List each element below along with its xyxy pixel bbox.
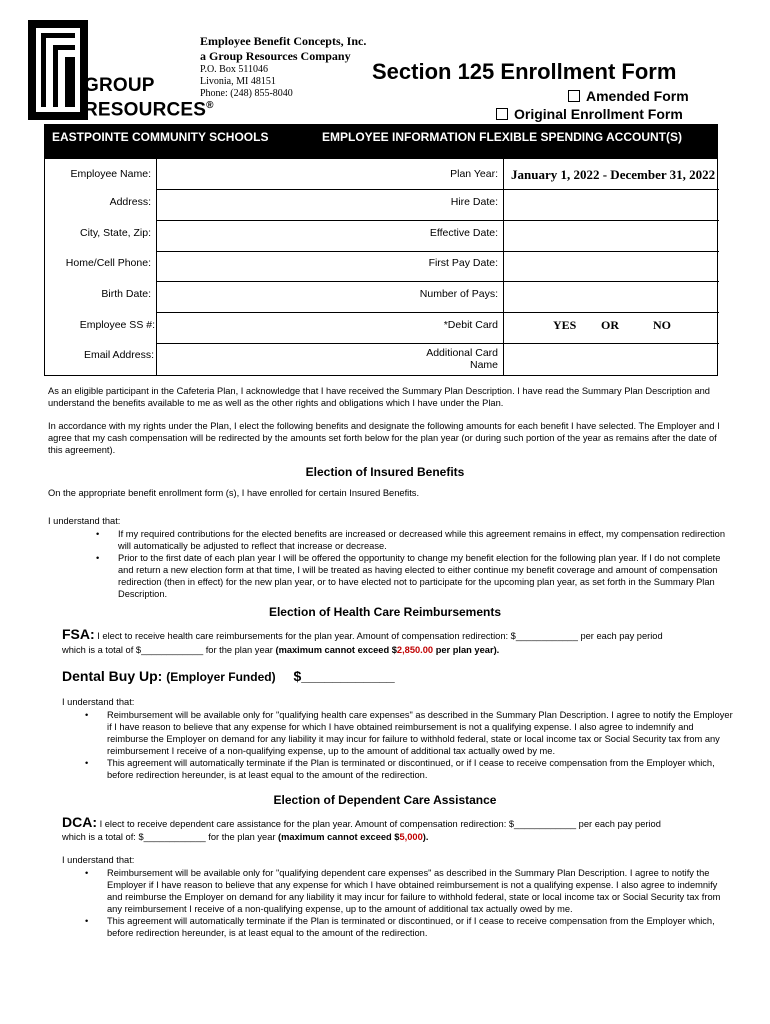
employer-name: EASTPOINTE COMMUNITY SCHOOLS: [52, 130, 269, 144]
fsa-max-suffix: per plan year).: [433, 645, 500, 655]
label-debit-card: *Debit Card: [443, 319, 498, 331]
fsa-max-value: 2,850.00: [396, 645, 434, 655]
label-employee-name: Employee Name:: [70, 168, 151, 180]
health-bullets: [107, 709, 735, 781]
dca-label: DCA:: [62, 814, 97, 830]
insured-bullet-2: • Prior to the first date of each plan year I will be offered the opportunity to change my benefit election for the following plan year. If I do not complete and return a new election form at that time, I will be treated as having elected to either continue my benefit coverage and amount of compensation redirection (then in effect) for the new plan year, or to have elected not to participate for the upcoming plan year, as set forth in the Summary Plan Description.: [118, 552, 733, 600]
section-band: [44, 124, 718, 158]
acknowledgement-paragraph: As an eligible participant in the Cafeteria Plan, I acknowledge that I have received the Summary Plan Description. I have read the Summary Plan Description and understand the benefits available to me as well as the other rights and obligations which I have under the Plan.: [48, 386, 710, 408]
label-first-pay-date: First Pay Date:: [428, 257, 498, 269]
dca-line2-text: which is a total of: $____________ for the plan year: [62, 832, 279, 842]
label-address: Address:: [109, 196, 151, 208]
original-label: Original Enrollment Form: [514, 106, 683, 122]
insured-benefits-heading: Election of Insured Benefits: [305, 465, 465, 479]
dca-max-value: 5,000: [399, 832, 423, 842]
dependent-bullet-2: • This agreement will automatically terminate if the Plan is terminated or discontinued, or if I cease to receive compensation from the Employer which, before redirection hereunder, is at least equal to the amount of the redirection.: [107, 915, 735, 939]
address-line1: P.O. Box 511046: [200, 64, 268, 75]
registered-mark: ®: [206, 100, 214, 111]
label-birth-date: Birth Date:: [101, 288, 151, 300]
insured-benefits-text: On the appropriate benefit enrollment form (s), I have enrolled for certain Insured Benefits.: [48, 488, 420, 498]
dca-max-prefix: (maximum cannot exceed $: [278, 832, 400, 842]
dependent-care-heading: Election of Dependent Care Assistance: [273, 793, 497, 807]
fsa-line2-text: which is a total of $____________ for the plan year: [62, 645, 276, 655]
logo-wordmark: [84, 76, 214, 120]
label-hire-date: Hire Date:: [450, 196, 498, 208]
dental-amount: $____________: [293, 668, 395, 684]
form-title: Section 125 Enrollment Form: [372, 59, 677, 84]
label-effective-date: Effective Date:: [429, 227, 498, 239]
dental-label: Dental Buy Up:: [62, 668, 163, 684]
fsa-election-line1: [62, 628, 742, 642]
dental-sub: (Employer Funded): [166, 670, 276, 684]
phone: Phone: (248) 855-8040: [200, 88, 293, 99]
company-name: Employee Benefit Concepts, Inc.: [200, 34, 367, 48]
amended-checkbox[interactable]: [568, 90, 580, 102]
employee-info-grid: [44, 158, 718, 376]
original-form-option[interactable]: [496, 106, 683, 122]
label-phone: Home/Cell Phone:: [65, 257, 151, 269]
label-number-of-pays: Number of Pays:: [419, 288, 498, 300]
fsa-line1-text: I elect to receive health care reimbursements for the plan year. Amount of compensation redirection: $____________ per each pay period: [94, 631, 663, 641]
health-understand: I understand that:: [62, 697, 135, 707]
label-email: Email Address:: [83, 349, 154, 361]
dca-election-line1: [62, 816, 742, 830]
insured-bullets: [118, 528, 733, 600]
address-line2: Livonia, MI 48151: [200, 76, 276, 87]
band-title: EMPLOYEE INFORMATION FLEXIBLE SPENDING ACCOUNT(S): [322, 130, 683, 144]
insured-understand: I understand that:: [48, 516, 121, 526]
group-resources-logo-icon: [28, 20, 88, 120]
fsa-election-line2: [62, 644, 742, 656]
label-city-state-zip: City, State, Zip:: [80, 227, 151, 239]
fsa-max-prefix: (maximum cannot exceed $: [275, 645, 397, 655]
dca-max-suffix: ).: [422, 832, 429, 842]
health-care-heading: Election of Health Care Reimbursements: [268, 605, 502, 619]
dca-line1-text: I elect to receive dependent care assistance for the plan year. Amount of compensation redirection: $____________ per each pay period: [97, 819, 661, 829]
dependent-bullets: [107, 867, 735, 939]
label-additional-card-name: Additional Card Name: [426, 347, 498, 371]
amended-label: Amended Form: [586, 88, 689, 104]
company-sub: a Group Resources Company: [200, 49, 351, 63]
logo-line1: GROUP: [84, 75, 155, 96]
health-bullet-2: • This agreement will automatically terminate if the Plan is terminated or discontinued, or if I cease to receive compensation from the Employer which, before redirection hereunder, is at least equal to the amount of the redirection.: [107, 757, 735, 781]
debit-or-text: OR: [601, 318, 619, 332]
dependent-understand: I understand that:: [62, 855, 135, 865]
fsa-label: FSA:: [62, 626, 95, 642]
logo-line2: RESOURCES: [84, 99, 207, 121]
label-plan-year: Plan Year:: [450, 168, 498, 180]
election-paragraph: In accordance with my rights under the Plan, I elect the following benefits and designate the following amounts for each benefit I have selected. The Employer and I agree that my cash compensation will be redirected by the amounts set forth below for the plan year (or during such portion of the year as remains after the date of this agreement).: [48, 421, 720, 455]
debit-yes-option[interactable]: YES: [553, 318, 577, 332]
plan-year-value: January 1, 2022 - December 31, 2022: [511, 167, 716, 182]
dental-buy-up-line: [62, 668, 395, 684]
amended-form-option[interactable]: [568, 88, 689, 104]
company-block: [200, 34, 366, 100]
dca-election-line2: [62, 831, 742, 843]
label-ssn: Employee SS #:: [79, 319, 155, 331]
original-checkbox[interactable]: [496, 108, 508, 120]
debit-no-option[interactable]: NO: [653, 318, 671, 332]
dependent-bullet-1: • Reimbursement will be available only for "qualifying dependent care expenses" as described in the Summary Plan Description. I agree to notify the Employer if I have reason to believe that any expense for which I have obtained reimbursement is not a qualifying expense. I also agree to indemnify and reimburse the Employer on demand for any liability it may incur for failure to withhold federal, state or local income tax or Social Security tax from any reimbursement I receive of a non-qualifying expense, up to the amount of additional tax actually owed by me.: [107, 867, 735, 915]
health-bullet-1: • Reimbursement will be available only for "qualifying health care expenses" as described in the Summary Plan Description. I agree to notify the Employer if I have reason to believe that any expense for which I have obtained reimbursement is not a qualifying expense. I also agree to indemnify and reimburse the Employer on demand for any liability it may incur for failure to withhold federal, state or local income tax or Social Security tax from any reimbursement I receive of a non-qualifying expense, up to the amount of additional tax actually owed by me.: [107, 709, 735, 757]
insured-bullet-1: • If my required contributions for the elected benefits are increased or decreased while this agreement remains in effect, my compensation redirection will automatically be adjusted to reflect that increase or decrease.: [118, 528, 733, 552]
